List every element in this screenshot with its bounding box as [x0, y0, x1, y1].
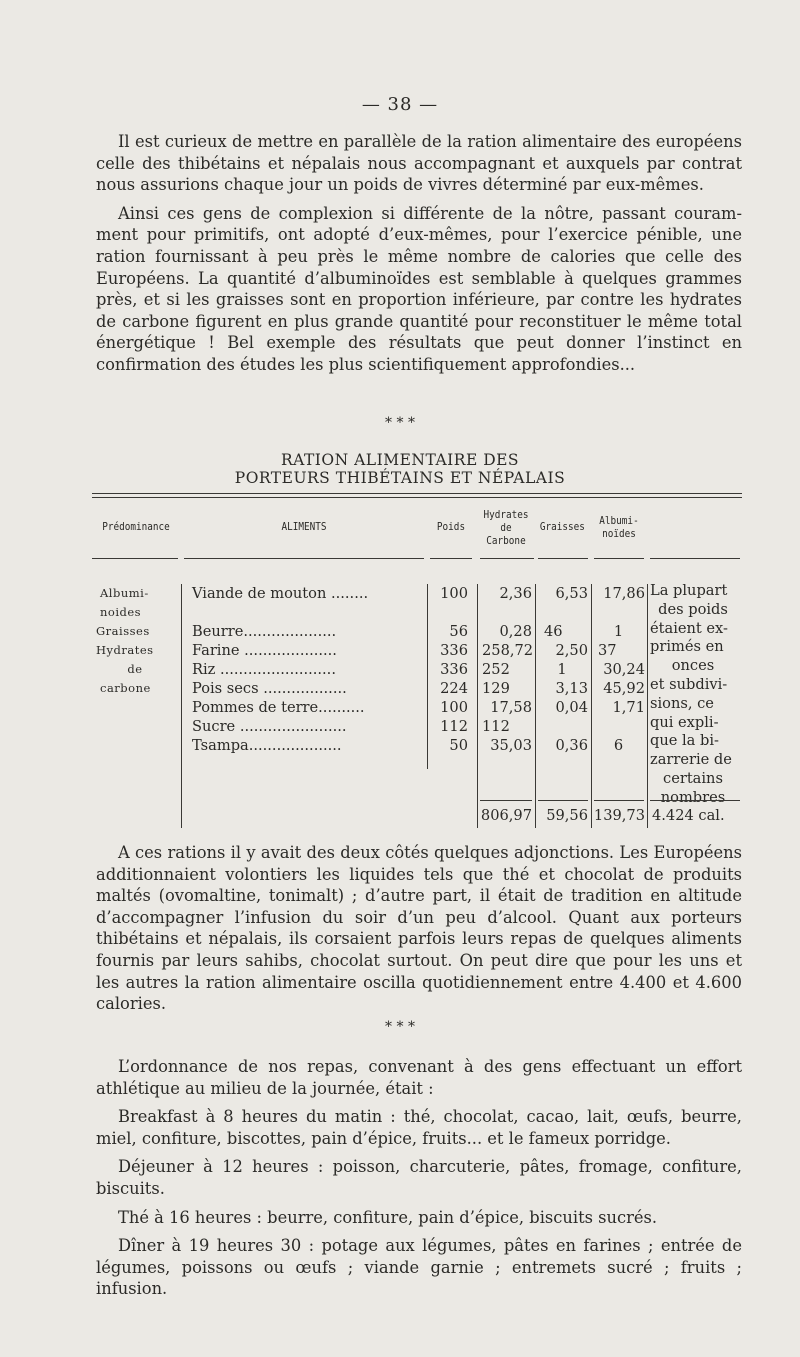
paragraph: Breakfast à 8 heures du matin : thé, chocolat, cacao, lait, œufs, beurre, miel, confiture, biscottes, pain d’épice, fruits... et le fameux porridge. [96, 1107, 742, 1148]
graisses-value: 6,53 [555, 585, 588, 602]
hydrates-value: 129 [482, 680, 510, 697]
aliment-name: Tsampa.................... [192, 737, 342, 754]
albuminoides-value: 6 [613, 737, 624, 754]
asterism: * * * [385, 1019, 415, 1035]
header-poids: Poids [436, 520, 466, 533]
paragraph: Dîner à 19 heures 30 : potage aux légumes, pâtes en farines ; entrée de légumes, poissons ou œufs ; viande garnie ; entremets sucré ; fruits ; infusion. [96, 1236, 742, 1299]
total-rule [594, 800, 644, 801]
albuminoides-value: 30,24 [603, 661, 645, 678]
aliment-name: Viande de mouton ........ [192, 585, 369, 602]
paragraph: Ainsi ces gens de complexion si différente de la nôtre, passant couramment pour primitifs, ont adopté d’eux-mêmes, pour l’exercice pénible, une ration fournissant à peu près le même nombre de calories que celle des Européens. La quantité d’albuminoïdes est semblable à quelques grammes près, et si les graisses sont en proportion inférieure, par contre les hydrates de carbone figurent en plus grande quantité pour reconstituer le même total énergétique ! Bel exemple des résultats que peut donner l’instinct en confirmation des études les plus scientifiquement approfondies... [96, 203, 742, 374]
total-calories: 4.424 cal. [652, 807, 725, 824]
table-caption-line-2: PORTEURS THIBÉTAINS ET NÉPALAIS [234, 469, 566, 487]
note-line: certains [663, 769, 723, 787]
aliment-name: Pommes de terre.......... [192, 699, 365, 716]
table-top-rule [92, 493, 742, 494]
hydrates-value: 0,28 [499, 623, 532, 640]
total-rule [650, 800, 740, 801]
paragraph: Thé à 16 heures : beurre, confiture, pain d’épice, biscuits sucrés. [118, 1207, 658, 1227]
total-hydrates: 806,97 [480, 807, 532, 824]
graisses-value: 0,04 [555, 699, 588, 716]
predominance-label: Hydrates [96, 643, 154, 657]
meals-text [96, 1056, 742, 1307]
header-rule [538, 558, 588, 559]
note-line: onces [671, 657, 715, 675]
hydrates-value: 35,03 [490, 737, 532, 754]
poids-value: 112 [440, 718, 468, 735]
predominance-label: Albumi- [100, 586, 149, 600]
header-rule [92, 558, 178, 559]
header-rule [480, 558, 534, 559]
hydrates-value: 17,58 [490, 699, 532, 716]
column-rule [647, 584, 648, 828]
aliment-name: Beurre.................... [192, 623, 337, 640]
note-line: sions, ce [650, 694, 714, 712]
note-line: étaient ex- [650, 619, 728, 637]
header-hydrates [482, 508, 530, 547]
note-line: que la bi- [650, 732, 719, 750]
paragraph: L’ordonnance de nos repas, convenant à des gens effectuant un effort athlétique au milieu de la journée, était : [96, 1057, 742, 1098]
total-graisses: 59,56 [546, 807, 588, 824]
aliment-name: Pois secs .................. [192, 680, 347, 697]
predominance-label: de [127, 662, 143, 676]
poids-value: 100 [440, 585, 468, 602]
poids-value: 336 [440, 661, 468, 678]
note-line: primés en [650, 638, 724, 656]
predominance-label: carbone [100, 681, 151, 695]
header-rule [430, 558, 472, 559]
header-albumi-line: Albumi- [599, 514, 639, 527]
poids-value: 50 [449, 737, 468, 754]
page-number: — 38 — [361, 94, 439, 115]
poids-value: 100 [440, 699, 468, 716]
asterism: * * * [385, 415, 415, 431]
paragraph: A ces rations il y avait des deux côtés quelques adjonctions. Les Européens additionnaient volontiers les liquides tels que thé et chocolat de produits maltés (ovomaltine, tonimalt) ; d’autre part, il était de tradition en altitude d’accompagner l’infusion du soir d’un peu d’alcool. Quant aux porteurs thibétains et népalais, ils corsaient parfois leurs repas de quelques aliments fournis par leurs sahibs, chocolat surtout. On peut dire que pour les uns et les autres la ration alimentaire oscilla quotidiennement entre 4.400 et 4.600 calories. [96, 843, 742, 1014]
total-rule [480, 800, 532, 801]
note-line: qui expli- [650, 713, 719, 731]
total-albuminoides: 139,73 [593, 807, 645, 824]
header-rule [184, 558, 424, 559]
graisses-value: 0,36 [555, 737, 588, 754]
albuminoides-value: 17,86 [603, 585, 645, 602]
graisses-value: 2,50 [555, 642, 588, 659]
aliment-name: Sucre ....................... [192, 718, 347, 735]
aliment-name: Riz ......................... [192, 661, 336, 678]
poids-value: 224 [440, 680, 468, 697]
note-line: et subdivi- [650, 675, 728, 693]
header-albuminoides [596, 514, 642, 540]
hydrates-value: 258,72 [482, 642, 534, 659]
header-albumi-line: noïdes [602, 527, 636, 540]
header-hydrates-line: Hydrates [483, 508, 529, 521]
albuminoides-value: 37 [598, 642, 617, 659]
poids-value: 336 [440, 642, 468, 659]
note-line: nombres [660, 788, 726, 806]
poids-value: 56 [449, 623, 468, 640]
albuminoides-value: 45,92 [603, 680, 645, 697]
albuminoides-value: 1,71 [612, 699, 645, 716]
albuminoides-value: 1 [613, 623, 624, 640]
header-predominance: Prédominance [102, 520, 170, 533]
additions-text [96, 842, 742, 1022]
header-rule [594, 558, 644, 559]
header-graisses: Graisses [539, 520, 585, 533]
table-caption-line-1: RATION ALIMENTAIRE DES [280, 451, 520, 469]
header-rule [650, 558, 740, 559]
graisses-value: 46 [544, 623, 563, 640]
hydrates-value: 2,36 [499, 585, 532, 602]
header-hydrates-line: de [500, 521, 512, 534]
table-note [650, 582, 736, 808]
column-rule [181, 584, 182, 828]
predominance-label: noides [100, 605, 142, 619]
hydrates-value: 112 [482, 718, 510, 735]
graisses-value: 1 [557, 661, 567, 678]
table-top-rule [92, 497, 742, 498]
header-aliments: ALIMENTS [281, 520, 327, 533]
paragraph: Il est curieux de mettre en parallèle de la ration alimentaire des européens celle des thibétains et népalais nous accompagnant et auxquels par contrat nous assurions chaque jour un poids de vivres déterminé par eux-mêmes. [96, 132, 742, 195]
note-line: des poids [658, 600, 728, 618]
note-line: La plupart [650, 582, 728, 599]
note-line: zarrerie de [650, 751, 732, 769]
header-hydrates-line: Carbone [486, 534, 526, 547]
ration-table [92, 490, 742, 830]
graisses-value: 3,13 [555, 680, 588, 697]
hydrates-value: 252 [482, 661, 510, 678]
aliment-name: Farine .................... [192, 642, 337, 659]
total-rule [538, 800, 588, 801]
intro-text [96, 131, 742, 383]
predominance-label: Graisses [96, 624, 150, 638]
paragraph: Déjeuner à 12 heures : poisson, charcuterie, pâtes, fromage, confiture, biscuits. [96, 1157, 742, 1198]
